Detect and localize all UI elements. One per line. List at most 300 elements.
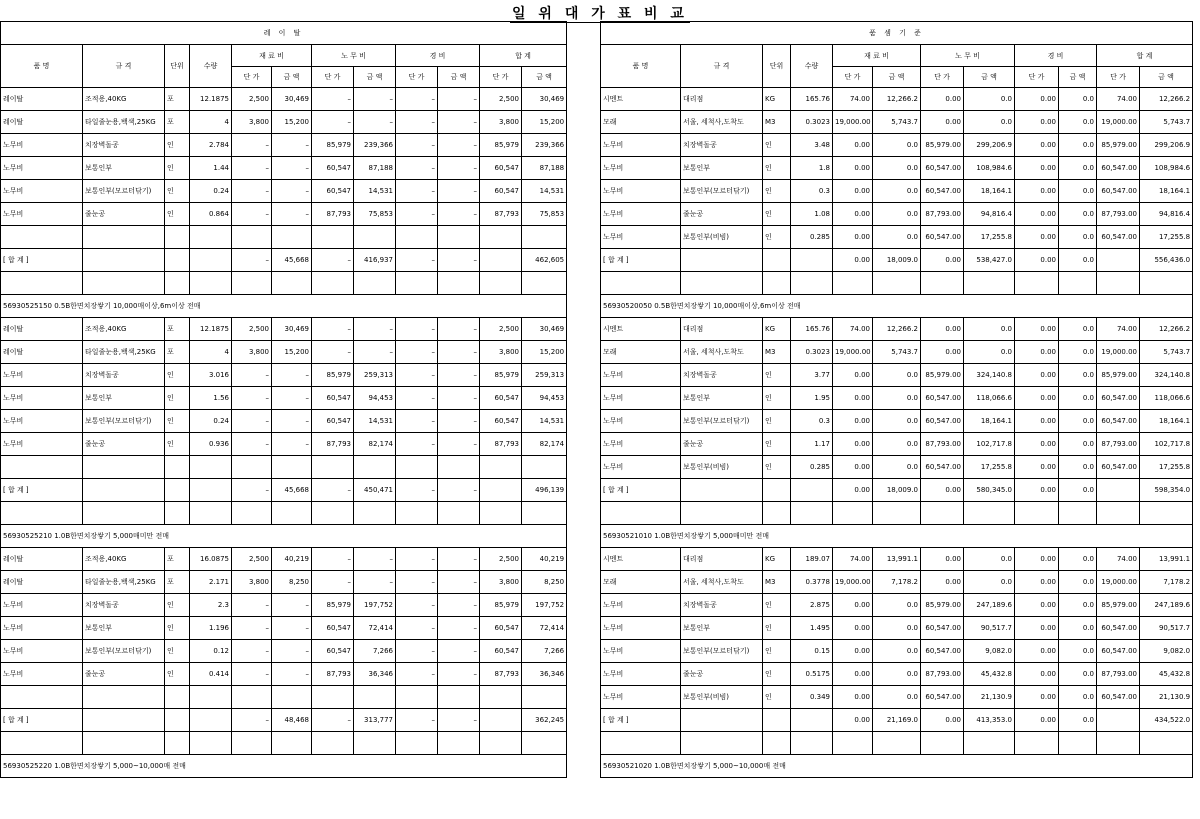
table-cell: – [396, 341, 438, 364]
header-material: 재 료 비 [833, 45, 921, 67]
table-cell [480, 272, 522, 295]
table-cell: 3,800 [232, 111, 272, 134]
table-cell: 인 [165, 203, 190, 226]
header-expense: 경 비 [1015, 45, 1097, 67]
table-cell [763, 709, 791, 732]
table-cell: – [272, 203, 312, 226]
table-cell [480, 686, 522, 709]
table-cell [791, 709, 833, 732]
table-cell: 12,266.2 [1140, 88, 1193, 111]
table-cell: 40,219 [272, 548, 312, 571]
table-cell: 94,816.4 [1140, 203, 1193, 226]
table-cell: 인 [763, 663, 791, 686]
table-cell: 줄눈공 [83, 433, 165, 456]
table-cell [190, 732, 232, 755]
table-cell: 0.3778 [791, 571, 833, 594]
table-cell: 레이탈 [1, 571, 83, 594]
table-cell: 0.349 [791, 686, 833, 709]
table-cell [1097, 709, 1140, 732]
table-cell: 17,255.8 [964, 456, 1015, 479]
table-cell: 0.0 [964, 88, 1015, 111]
table-cell: 0.24 [190, 410, 232, 433]
table-row [1, 88, 567, 111]
table-cell: 보통인부 [681, 387, 763, 410]
table-cell: 0.00 [1015, 111, 1059, 134]
table-cell: 60,547.00 [921, 180, 964, 203]
table-cell: 노무비 [601, 203, 681, 226]
table-cell: 13,991.1 [873, 548, 921, 571]
table-cell: 30,469 [272, 318, 312, 341]
table-cell [681, 272, 763, 295]
table-cell: 보통인부(비빔) [681, 456, 763, 479]
table-cell: 60,547.00 [1097, 410, 1140, 433]
header-price: 단 가 [312, 67, 354, 88]
table-cell [312, 456, 354, 479]
table-cell: 인 [763, 203, 791, 226]
table-cell [791, 272, 833, 295]
table-cell: 노무비 [601, 387, 681, 410]
table-cell: 1.196 [190, 617, 232, 640]
table-cell: 0.936 [190, 433, 232, 456]
table-cell: 85,979.00 [921, 134, 964, 157]
table-row [1, 157, 567, 180]
table-cell [165, 732, 190, 755]
table-cell: 462,605 [522, 249, 567, 272]
table-cell: 조적용,40KG [83, 318, 165, 341]
table-cell: 85,979.00 [1097, 364, 1140, 387]
table-heading: 품 셈 기 준 [601, 22, 1193, 45]
table-cell [763, 272, 791, 295]
table-cell: – [438, 157, 480, 180]
table-cell: 노무비 [601, 640, 681, 663]
table-cell: 시멘트 [601, 88, 681, 111]
table-cell: 87,793.00 [921, 433, 964, 456]
table-cell: 580,345.0 [964, 479, 1015, 502]
table-cell: 5,743.7 [873, 111, 921, 134]
table-cell: 대리점 [681, 318, 763, 341]
page-title: 일 위 대 가 표 비 교 [512, 6, 688, 22]
table-cell: 0.00 [833, 433, 873, 456]
table-cell: 87,793 [480, 203, 522, 226]
table-cell: [ 합 계 ] [1, 709, 83, 732]
table-cell: 0.0 [1059, 226, 1097, 249]
table-cell [232, 732, 272, 755]
table-cell: 치장벽돌공 [681, 594, 763, 617]
table-cell [763, 479, 791, 502]
table-cell: 17,255.8 [964, 226, 1015, 249]
table-cell: 197,752 [522, 594, 567, 617]
table-cell: 모래 [601, 571, 681, 594]
table-cell [873, 732, 921, 755]
table-cell: – [272, 180, 312, 203]
table-row [601, 571, 1193, 594]
table-row [601, 548, 1193, 571]
table-cell: 0.00 [833, 456, 873, 479]
table-cell: 0.00 [1015, 640, 1059, 663]
table-row [1, 479, 567, 502]
table-cell: – [438, 709, 480, 732]
left-table-panel [0, 21, 567, 778]
table-cell: 인 [165, 640, 190, 663]
table-cell: 118,066.6 [964, 387, 1015, 410]
table-cell: 94,453 [522, 387, 567, 410]
table-cell: 인 [763, 686, 791, 709]
table-cell [232, 686, 272, 709]
table-cell [354, 456, 396, 479]
table-cell: 74.00 [1097, 548, 1140, 571]
table-cell: 0.15 [791, 640, 833, 663]
table-cell [190, 479, 232, 502]
table-cell: 60,547.00 [1097, 387, 1140, 410]
table-cell: – [272, 134, 312, 157]
table-cell: 보통인부(모르터닦기) [83, 180, 165, 203]
table-cell [522, 686, 567, 709]
table-cell: 0.0 [1059, 111, 1097, 134]
table-cell: 0.285 [791, 226, 833, 249]
table-cell: 0.00 [1015, 249, 1059, 272]
table-cell: 30,469 [522, 88, 567, 111]
table-cell: 3,800 [232, 341, 272, 364]
table-cell [312, 686, 354, 709]
table-cell: 노무비 [601, 617, 681, 640]
table-cell [1, 686, 83, 709]
table-cell: 노무비 [1, 410, 83, 433]
table-cell: 36,346 [354, 663, 396, 686]
table-cell: – [232, 157, 272, 180]
table-cell: – [438, 203, 480, 226]
table-cell: 조적용,40KG [83, 548, 165, 571]
table-row [601, 226, 1193, 249]
table-row [601, 456, 1193, 479]
table-cell: 0.3023 [791, 111, 833, 134]
table-cell: – [272, 410, 312, 433]
table-cell: – [354, 318, 396, 341]
table-cell: 0.00 [1015, 571, 1059, 594]
table-cell: 94,816.4 [964, 203, 1015, 226]
table-row [601, 502, 1193, 525]
right-table-panel [600, 21, 1193, 778]
table-cell: – [312, 111, 354, 134]
table-cell: 0.0 [1059, 686, 1097, 709]
table-cell: 타일줄눈용,백색,25KG [83, 341, 165, 364]
table-cell: 0.00 [1015, 318, 1059, 341]
table-cell: 299,206.9 [1140, 134, 1193, 157]
table-row [1, 594, 567, 617]
table-cell: 60,547.00 [921, 456, 964, 479]
table-cell: 0.00 [1015, 433, 1059, 456]
table-cell: 19,000.00 [833, 111, 873, 134]
table-cell: 496,139 [522, 479, 567, 502]
table-cell: – [438, 364, 480, 387]
table-cell: 413,353.0 [964, 709, 1015, 732]
table-cell: 0.00 [833, 479, 873, 502]
table-cell: 299,206.9 [964, 134, 1015, 157]
table-cell: 줄눈공 [681, 433, 763, 456]
table-cell: 85,979.00 [1097, 594, 1140, 617]
header-amount: 금 액 [1059, 67, 1097, 88]
table-cell: 87,793 [480, 663, 522, 686]
table-cell [354, 732, 396, 755]
table-cell: – [272, 594, 312, 617]
table-cell: 대리점 [681, 548, 763, 571]
table-cell: M3 [763, 571, 791, 594]
table-cell: 60,547 [480, 157, 522, 180]
header-labor: 노 무 비 [312, 45, 396, 67]
table-cell [522, 226, 567, 249]
table-cell [312, 226, 354, 249]
table-cell: 치장벽돌공 [681, 134, 763, 157]
table-cell [480, 249, 522, 272]
table-cell: 노무비 [1, 364, 83, 387]
table-cell: 60,547 [312, 617, 354, 640]
table-cell [165, 272, 190, 295]
table-cell: 90,517.7 [964, 617, 1015, 640]
table-cell: 74.00 [1097, 88, 1140, 111]
table-cell: 0.0 [1059, 318, 1097, 341]
table-cell [480, 709, 522, 732]
table-cell: 21,169.0 [873, 709, 921, 732]
table-cell [190, 249, 232, 272]
table-cell: 2,500 [232, 318, 272, 341]
table-cell: – [396, 479, 438, 502]
table-cell: 5,743.7 [1140, 341, 1193, 364]
table-cell: – [354, 88, 396, 111]
table-cell [272, 456, 312, 479]
table-row [1, 456, 567, 479]
table-row [601, 387, 1193, 410]
table-cell: 0.414 [190, 663, 232, 686]
table-cell [763, 502, 791, 525]
table-cell [1, 732, 83, 755]
table-cell: 0.00 [921, 318, 964, 341]
table-row [601, 88, 1193, 111]
header-spec: 규 격 [681, 45, 763, 88]
table-cell: 0.0 [1059, 640, 1097, 663]
table-cell: 줄눈공 [83, 663, 165, 686]
table-cell: – [312, 479, 354, 502]
table-cell: 인 [165, 157, 190, 180]
table-cell: KG [763, 548, 791, 571]
table-cell [873, 272, 921, 295]
table-cell: – [354, 341, 396, 364]
table-cell [921, 502, 964, 525]
table-cell: 18,164.1 [1140, 410, 1193, 433]
table-cell: 3.016 [190, 364, 232, 387]
table-cell: 60,547 [480, 640, 522, 663]
table-cell: – [396, 180, 438, 203]
table-cell: 2,500 [480, 318, 522, 341]
table-cell [964, 502, 1015, 525]
table-cell: – [396, 548, 438, 571]
table-cell: 인 [763, 364, 791, 387]
table-cell: 인 [165, 134, 190, 157]
table-row [1, 364, 567, 387]
table-cell [190, 456, 232, 479]
table-cell: 노무비 [1, 433, 83, 456]
table-cell: 0.0 [873, 134, 921, 157]
table-cell: 313,777 [354, 709, 396, 732]
table-cell: 0.3 [791, 410, 833, 433]
table-cell: 노무비 [601, 663, 681, 686]
table-cell: 0.0 [1059, 617, 1097, 640]
table-cell: 0.12 [190, 640, 232, 663]
table-cell: 556,436.0 [1140, 249, 1193, 272]
table-cell: 노무비 [601, 686, 681, 709]
table-row [1, 640, 567, 663]
table-cell: 45,432.8 [1140, 663, 1193, 686]
table-cell: 서울, 세척사,도착도 [681, 571, 763, 594]
table-row [1, 617, 567, 640]
table-cell: 9,082.0 [1140, 640, 1193, 663]
table-cell: 87,188 [522, 157, 567, 180]
table-cell: 인 [165, 180, 190, 203]
table-cell: – [438, 479, 480, 502]
table-cell: 0.00 [1015, 686, 1059, 709]
table-cell [190, 502, 232, 525]
table-cell: 2.784 [190, 134, 232, 157]
table-cell: 1.56 [190, 387, 232, 410]
table-row [1, 709, 567, 732]
table-cell: – [272, 433, 312, 456]
table-cell: 인 [763, 157, 791, 180]
section-code: 56930520050 0.5B한면치장쌓기 10,000매이상,6m이상 전매 [601, 295, 1193, 318]
table-cell: 포 [165, 111, 190, 134]
header-price: 단 가 [921, 67, 964, 88]
table-row [601, 249, 1193, 272]
table-cell: – [232, 433, 272, 456]
table-cell: 14,531 [354, 180, 396, 203]
table-cell: 줄눈공 [83, 203, 165, 226]
table-cell: 포 [165, 88, 190, 111]
table-cell: 0.285 [791, 456, 833, 479]
table-cell: – [396, 640, 438, 663]
table-cell: 노무비 [601, 410, 681, 433]
table-cell: 60,547 [312, 410, 354, 433]
table-cell: 87,793.00 [1097, 663, 1140, 686]
table-cell: – [438, 318, 480, 341]
table-cell: 치장벽돌공 [83, 134, 165, 157]
table-cell: 0.0 [1059, 433, 1097, 456]
table-cell: 60,547 [480, 617, 522, 640]
table-cell: 0.00 [1015, 663, 1059, 686]
table-cell: 0.00 [921, 571, 964, 594]
table-cell: 시멘트 [601, 318, 681, 341]
header-expense: 경 비 [396, 45, 480, 67]
table-cell: 538,427.0 [964, 249, 1015, 272]
table-row [601, 318, 1193, 341]
table-cell: – [438, 111, 480, 134]
table-cell: 0.0 [1059, 157, 1097, 180]
table-cell [791, 479, 833, 502]
header-total: 합 계 [1097, 45, 1193, 67]
table-cell: 2.875 [791, 594, 833, 617]
table-cell: 노무비 [1, 640, 83, 663]
table-cell: 0.00 [833, 640, 873, 663]
table-cell: 3,800 [480, 341, 522, 364]
table-cell [232, 502, 272, 525]
table-cell: 노무비 [1, 180, 83, 203]
header-amount: 금 액 [438, 67, 480, 88]
table-cell: 3,800 [232, 571, 272, 594]
table-cell: 노무비 [1, 663, 83, 686]
table-cell: 197,752 [354, 594, 396, 617]
table-row [1, 134, 567, 157]
header-spec: 규 격 [83, 45, 165, 88]
table-cell: [ 합 계 ] [601, 709, 681, 732]
table-cell: 포 [165, 318, 190, 341]
table-cell: 60,547.00 [921, 157, 964, 180]
table-row [1, 502, 567, 525]
table-cell: 인 [763, 456, 791, 479]
table-cell: 18,009.0 [873, 249, 921, 272]
table-cell [480, 732, 522, 755]
table-row [1, 571, 567, 594]
table-row [601, 709, 1193, 732]
table-cell [312, 502, 354, 525]
table-cell: 노무비 [1, 157, 83, 180]
table-cell: 21,130.9 [964, 686, 1015, 709]
table-cell [165, 686, 190, 709]
table-cell [1015, 502, 1059, 525]
table-cell: 포 [165, 571, 190, 594]
table-row [1, 111, 567, 134]
table-cell: 60,547.00 [921, 387, 964, 410]
table-cell: 362,245 [522, 709, 567, 732]
table-cell: 인 [763, 594, 791, 617]
table-cell: – [396, 203, 438, 226]
table-cell: 60,547.00 [921, 686, 964, 709]
table-row [601, 364, 1193, 387]
table-cell: 0.00 [921, 709, 964, 732]
table-row [1, 732, 567, 755]
table-row [601, 594, 1193, 617]
table-cell: 0.00 [1015, 203, 1059, 226]
header-price: 단 가 [1015, 67, 1059, 88]
table-cell: 보통인부(모르터닦기) [681, 410, 763, 433]
table-cell: 0.0 [1059, 134, 1097, 157]
table-cell [1, 502, 83, 525]
table-cell: 1.08 [791, 203, 833, 226]
table-cell: 노무비 [1, 134, 83, 157]
section-code: 56930525210 1.0B한면치장쌓기 5,000매미만 전매 [1, 525, 567, 548]
table-cell: 1.44 [190, 157, 232, 180]
table-cell: 0.00 [1015, 709, 1059, 732]
table-cell: 보통인부(모르터닦기) [83, 640, 165, 663]
table-cell: 3,800 [480, 571, 522, 594]
table-cell: KG [763, 318, 791, 341]
table-cell: KG [763, 88, 791, 111]
table-cell: 9,082.0 [964, 640, 1015, 663]
table-cell: 인 [165, 594, 190, 617]
table-cell: – [312, 709, 354, 732]
table-row [1, 341, 567, 364]
table-cell: 72,414 [354, 617, 396, 640]
table-cell: 인 [763, 387, 791, 410]
table-cell [1, 226, 83, 249]
table-cell: – [438, 88, 480, 111]
table-row [1, 387, 567, 410]
table-cell: – [396, 433, 438, 456]
header-unit: 단위 [763, 45, 791, 88]
table-cell [83, 249, 165, 272]
table-cell: 87,793 [480, 433, 522, 456]
table-cell: 19,000.00 [1097, 571, 1140, 594]
table-cell: 0.00 [1015, 157, 1059, 180]
table-cell [83, 502, 165, 525]
table-cell: – [232, 709, 272, 732]
table-cell: 보통인부 [681, 617, 763, 640]
table-row [601, 180, 1193, 203]
